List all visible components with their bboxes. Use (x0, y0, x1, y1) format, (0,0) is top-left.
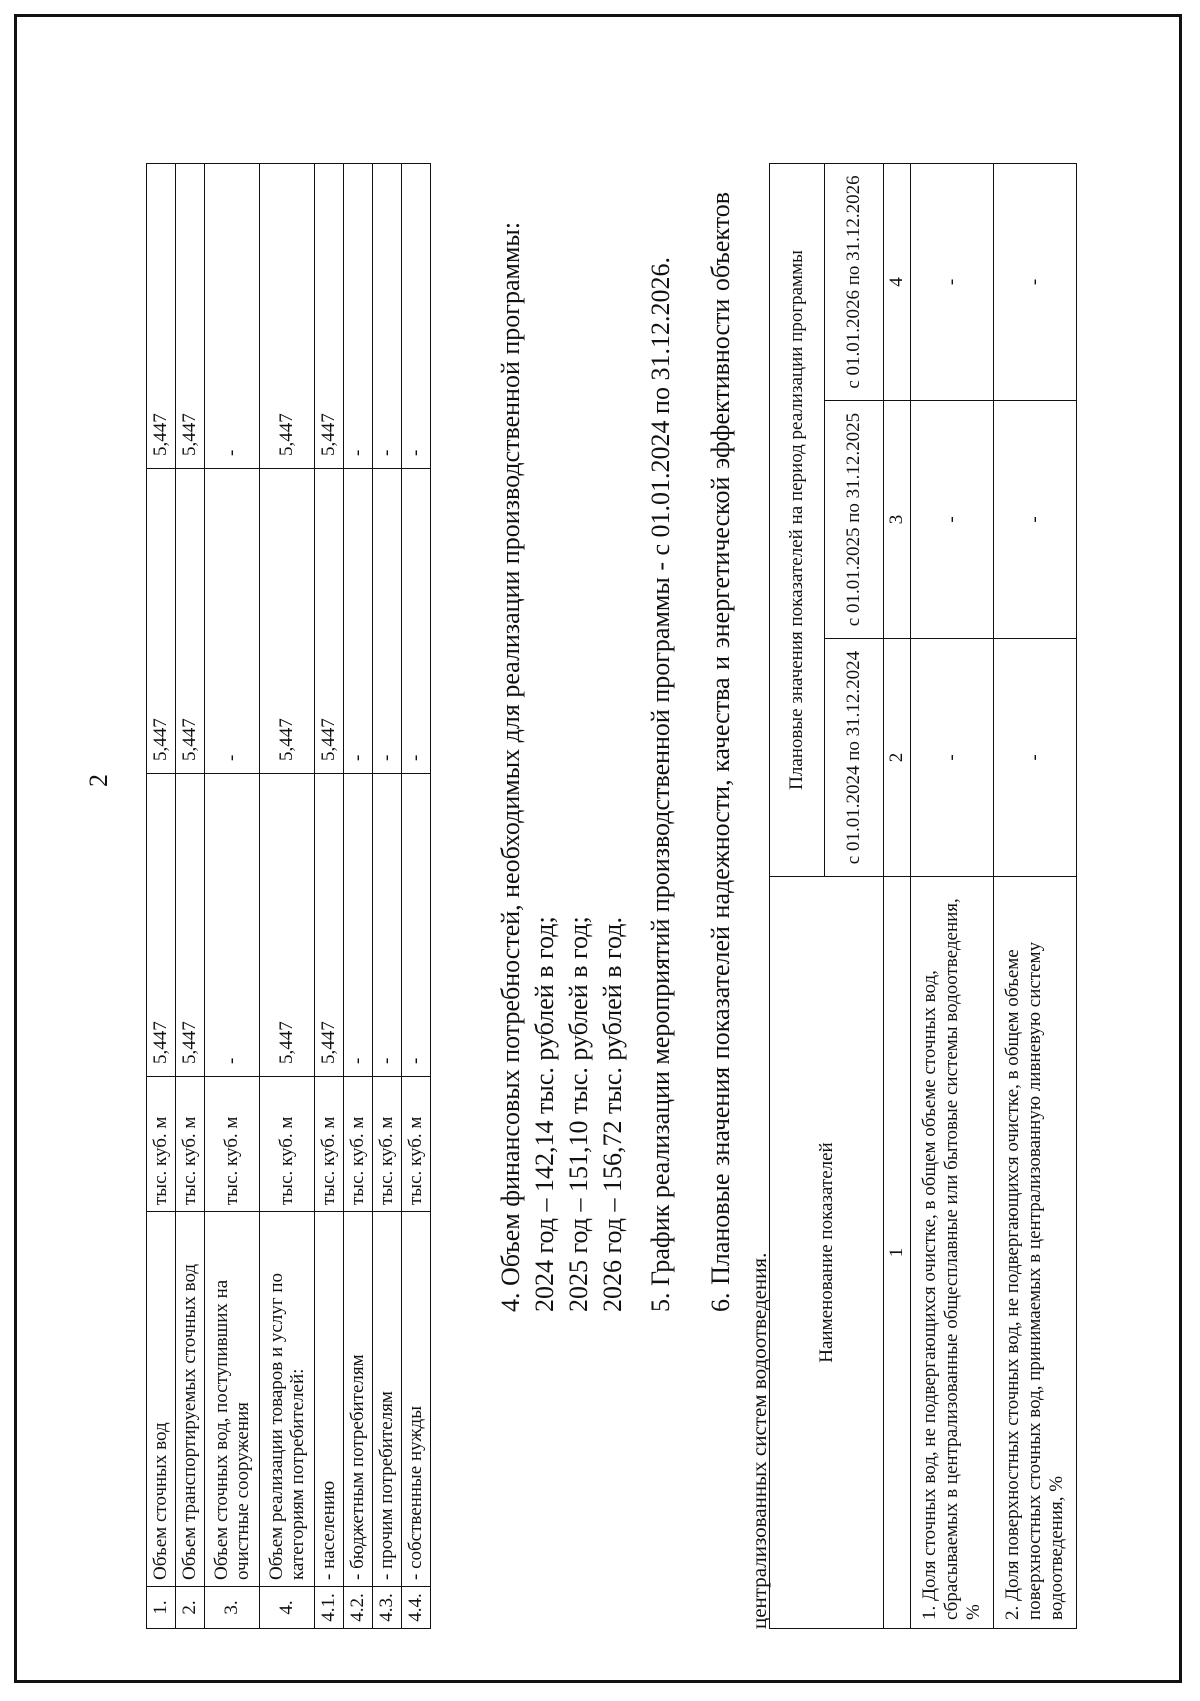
value-2024: 5,447 (315, 774, 344, 1077)
value-2026: 5,447 (147, 164, 176, 469)
volume-row (176, 164, 205, 1629)
volume-row (344, 164, 373, 1629)
value-2025: - (373, 469, 402, 774)
indicator-value: - (910, 401, 993, 639)
indicators-header-row (770, 163, 825, 1628)
row-unit: тыс. куб. м (260, 1077, 315, 1212)
value-2026: 5,447 (176, 164, 205, 469)
rotated-page-content (24, 42, 1144, 1672)
row-name: - населению (315, 1212, 344, 1587)
indicators-table (769, 163, 1077, 1629)
row-number: 3. (205, 1587, 260, 1629)
value-2025: - (344, 469, 373, 774)
volume-row (147, 164, 176, 1629)
row-number: 4.3. (373, 1587, 402, 1629)
section-6-heading-continued: централизованных систем водоотведения. (747, 1252, 771, 1629)
row-unit: тыс. куб. м (205, 1077, 260, 1212)
row-number: 4.2. (344, 1587, 373, 1629)
column-number: 1 (884, 877, 911, 1629)
value-2026: - (373, 164, 402, 469)
row-name: Объем сточных вод, поступивших на очистные сооружения (205, 1212, 260, 1587)
section-4-line-2024: 2024 год – 142,14 тыс. рублей в год; (530, 916, 559, 1312)
indicator-value: - (910, 639, 993, 877)
row-name: - собственные нужды (402, 1212, 431, 1587)
value-2024: - (344, 774, 373, 1077)
section-4-line-2026: 2026 год – 156,72 тыс. рублей в год. (598, 917, 627, 1312)
indicator-value: - (993, 401, 1076, 639)
row-unit: тыс. куб. м (402, 1077, 431, 1212)
column-number: 3 (884, 401, 911, 639)
value-2024: 5,447 (147, 774, 176, 1077)
indicator-row (910, 163, 993, 1628)
row-name: Объем транспортируемых сточных вод (176, 1212, 205, 1587)
value-2024: - (402, 774, 431, 1077)
value-2026: - (402, 164, 431, 469)
indicator-value: - (993, 639, 1076, 877)
section-6-heading: 6. Плановые значения показателей надежности, качества и энергетической эффективности объектов (706, 192, 735, 1312)
column-number-row (884, 163, 911, 1628)
row-number: 2. (176, 1587, 205, 1629)
row-name: - бюджетным потребителям (344, 1212, 373, 1587)
header-period-2026: с 01.01.2026 по 31.12.2026 (825, 163, 884, 400)
section-4-heading: 4. Объем финансовых потребностей, необходимых для реализации производственной программы: (496, 221, 525, 1312)
indicator-name: 2. Доля поверхностных сточных вод, не подвергающихся очистке, в общем объеме поверхностных сточных вод, принимаемых в централизованную ливневую систему водоотведения, % (993, 877, 1076, 1629)
value-2026: 5,447 (260, 164, 315, 469)
volume-row (260, 164, 315, 1629)
value-2025: 5,447 (315, 469, 344, 774)
volume-row (373, 164, 402, 1629)
column-number: 2 (884, 639, 911, 877)
row-unit: тыс. куб. м (344, 1077, 373, 1212)
section-4-line-2025: 2025 год – 151,10 тыс. рублей в год; (564, 916, 593, 1312)
row-name: Объем сточных вод (147, 1212, 176, 1587)
header-indicator-name: Наименование показателей (770, 877, 884, 1629)
row-number: 1. (147, 1587, 176, 1629)
row-number: 4.1. (315, 1587, 344, 1629)
row-unit: тыс. куб. м (373, 1077, 402, 1212)
row-number: 4.4. (402, 1587, 431, 1629)
indicator-value: - (910, 163, 993, 400)
volume-row (402, 164, 431, 1629)
row-unit: тыс. куб. м (176, 1077, 205, 1212)
indicator-row (993, 163, 1076, 1628)
indicator-name: 1. Доля сточных вод, не подвергающихся очистке, в общем объеме сточных вод, сбрасываемых в централизованные общесплавные или бытовые системы водоотведения, % (910, 877, 993, 1629)
value-2025: - (205, 469, 260, 774)
header-period-2025: с 01.01.2025 по 31.12.2025 (825, 401, 884, 639)
volume-row (205, 164, 260, 1629)
row-unit: тыс. куб. м (315, 1077, 344, 1212)
value-2025: 5,447 (260, 469, 315, 774)
value-2025: 5,447 (147, 469, 176, 774)
volume-table (146, 163, 431, 1629)
value-2024: 5,447 (260, 774, 315, 1077)
column-number: 4 (884, 163, 911, 400)
row-unit: тыс. куб. м (147, 1077, 176, 1212)
value-2024: - (205, 774, 260, 1077)
header-period-2024: с 01.01.2024 по 31.12.2024 (825, 639, 884, 877)
section-5-schedule: 5. График реализации мероприятий производственной программы - с 01.01.2024 по 31.12.2026. (646, 257, 675, 1312)
indicator-value: - (993, 163, 1076, 400)
value-2024: - (373, 774, 402, 1077)
volume-row (315, 164, 344, 1629)
value-2026: 5,447 (315, 164, 344, 469)
header-planned-values: Плановые значения показателей на период реализации программы (770, 163, 825, 876)
section-4-financial-needs (494, 222, 630, 1312)
value-2025: 5,447 (176, 469, 205, 774)
row-number: 4. (260, 1587, 315, 1629)
value-2024: 5,447 (176, 774, 205, 1077)
page-number: 2 (84, 774, 113, 787)
value-2026: - (205, 164, 260, 469)
value-2026: - (344, 164, 373, 469)
row-name: - прочим потребителям (373, 1212, 402, 1587)
value-2025: - (402, 469, 431, 774)
volume-table-body (147, 164, 431, 1629)
row-name: Объем реализации товаров и услуг по категориям потребителей: (260, 1212, 315, 1587)
